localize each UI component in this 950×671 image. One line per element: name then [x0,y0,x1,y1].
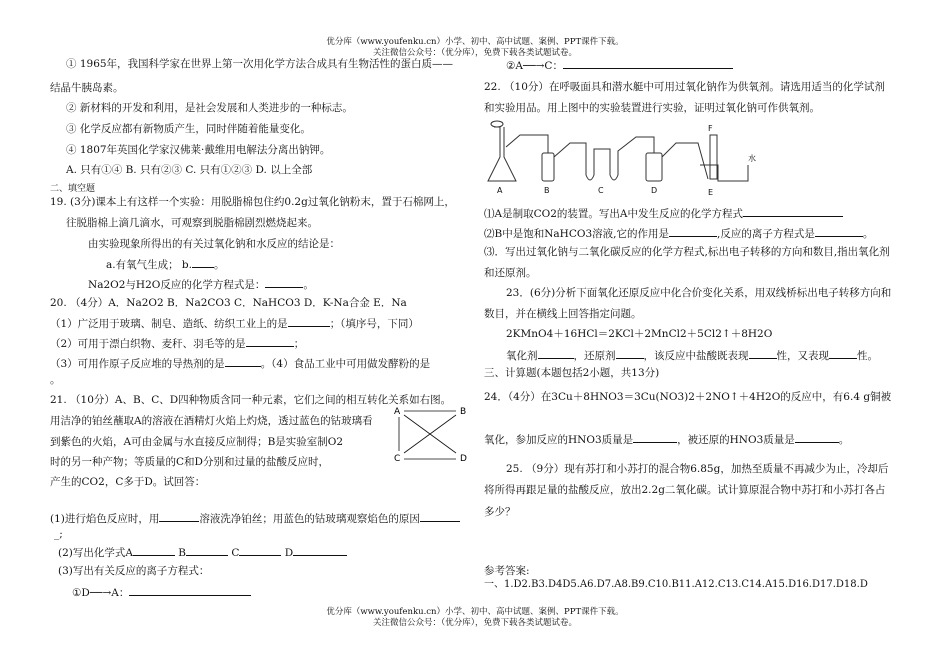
q18-item-3: ③ 化学反应都有新物质产生，同时伴随着能量变化。 [66,123,311,135]
q22-part-1-text: ⑴A是制取CO2的装置。写出A中发生反应的化学方程式 [484,208,743,220]
q19-equation-prompt: Na2O2与H2O反应的化学方程式是： [88,279,266,291]
q20-line-4 [50,355,430,371]
q22-line-1: 22. （10分）在呼吸面具和潜水艇中可用过氧化钠作为供氧剂。请选用适当的化学试剂 [484,81,885,93]
apparatus-label-water: 水 [748,154,756,163]
q20-line-1: 20. （4分）A．Na2O2 B．Na2CO3 C．NaHCO3 D．K-Na合金 E．Na [50,297,407,309]
q21-line-3: 到紫色的火焰，A可由金属与水直接反应制得；B是实验室制O2 [50,436,344,448]
q20-part-2: （2）可用于漂白织物、麦秆、羽毛等的是 [50,338,246,350]
q22-part-3-cont: 和还原剂。 [484,267,537,279]
q25-line-3: 多少？ [484,506,516,518]
diagram-label-c: C [394,454,401,464]
q24-blank-1[interactable] [633,431,677,443]
q23-hcl-role-2: 性，又表现 [776,350,829,362]
q20-blank-1[interactable] [288,315,330,327]
q23-blank-oxidant[interactable] [538,347,574,359]
q23-hcl-role: ，该反应中盐酸既表现 [643,350,749,362]
apparatus-label-b: B [544,186,550,195]
q22-part-2-text: ⑵B中是饱和NaHCO3溶液,它的作用是 [484,228,669,240]
apparatus-label-e: E [708,188,714,197]
diagram-label-d: D [460,454,467,464]
header-line-1: 优分库（www.youfenku.cn）小学、初中、高中试题、案例、PPT课件下载。 [326,37,624,47]
answer-key: 一、1.D2.B3.D4D5.A6.D7.A8.B9.C10.B11.A12.C13.C14.A15.D16.D17.D18.D [484,579,868,590]
q18-item-1: ① 1965年，我国科学家在世界上第一次用化学方法合成具有生物活性的蛋白质—— [66,58,454,70]
q21-sub-3-eq2 [506,57,733,73]
q18-options: A. 只有①④ B. 只有②③ C. 只有①②③ D. 以上全部 [66,164,313,176]
q19-line-2: 往脱脂棉上滴几滴水，可观察到脱脂棉剧烈燃烧起来。 [66,217,318,229]
q24-hno3-total: 氧化，参加反应的HNO3质量是 [484,434,634,446]
q22-part-1 [484,205,843,221]
q21-sub-2: (2)写出化学式A B C D [58,544,347,560]
q23-blank-role-2[interactable] [829,347,857,359]
q23-blank-role-1[interactable] [749,347,777,359]
q23-equation: 2KMnO4＋16HCl＝2KCl＋2MnCl2＋5Cl2↑＋8H2O [506,328,773,340]
apparatus-label-c: C [598,186,604,195]
q18-item-2: ② 新材料的开发和利用，是社会发展和人类进步的一种标志。 [66,102,353,114]
diagram-label-b: B [460,407,467,417]
section-calculation: 三、计算题(本题包括2小题，共13分) [484,367,660,379]
q22-part-2-ion: ,反应的离子方程式是 [716,228,815,240]
section-fill-blank: 二、填空题 [50,184,96,194]
header-line-2: 关注微信公众号：（优分库），免费下载各类试题试卷。 [372,48,577,58]
q19-line-3: 由实验现象所得出的有关过氧化钠和水反应的结论是： [88,238,340,250]
q20-part-3: （3）可用作原子反应堆的导热剂的是 [50,358,225,370]
q21-a-to-c: ②A──→C： [506,60,563,72]
q21-blank-d[interactable] [293,544,347,556]
q21-sub-1-b: 溶液洗净铂丝；用蓝色的钴玻璃观察焰色的原因 [199,513,420,525]
q21-blank-a[interactable] [133,544,175,556]
q23-questions [506,347,878,363]
page-footer [0,607,950,629]
q21-line-5: 产生的CO2，C多于D。试回答： [50,476,206,488]
q23-line-1: 23．(6分)分析下面氧化还原反应中化合价变化关系，用双线桥标出电子转移方向和 [506,287,892,299]
q22-blank-2[interactable] [669,225,717,237]
q19-conclusion: a.有氧气生成； b. [106,259,192,271]
q22-apparatus-diagram [486,117,766,199]
page-header [0,37,950,59]
q21-blank-eq2[interactable] [563,57,733,69]
q24-line-1: 24．（4分）在3Cu＋8HNO3＝3Cu(NO3)2＋2NO↑＋4H2O的反应中，有6.4 g铜被 [484,391,892,403]
q20-line-2 [50,315,419,331]
q23-oxidant: 氧化剂 [506,350,538,362]
q20-blank-2[interactable] [246,335,294,347]
q22-blank-3[interactable] [815,225,863,237]
q19-line-1: 19. (3分)课本上有这样一个实验：用脱脂棉包住约0.2g过氧化钠粉末，置于石棉网上， [50,196,455,208]
q21-blank-solution[interactable] [159,510,199,522]
footer-line-1: 优分库（www.youfenku.cn）小学、初中、高中试题、案例、PPT课件下载。 [326,607,624,617]
q19-line-4: a.有氧气生成； b. 。 [106,256,225,272]
q21-sub-3: (3)写出有关反应的离子方程式： [58,565,210,577]
q21-blank-b[interactable] [186,544,228,556]
q21-line-1: 21. （10分）A、B、C、D四种物质含同一种元素，它们之间的相互转化关系如右图。 [50,394,452,406]
q20-part-1-note: ；（填序号，下同） [329,318,419,330]
q21-d-to-a: ①D──→A： [72,587,130,599]
q23-line-2: 数目，并在横线上回答指定问题。 [484,308,642,320]
abcd-relation-diagram [392,405,472,465]
q23-blank-reductant[interactable] [616,347,644,359]
q18-item-4: ④ 1807年英国化学家汉佛莱·戴维用电解法分离出钠钾。 [66,144,331,156]
q21-sub-3-eq1 [72,584,251,600]
q22-blank-1[interactable] [743,205,843,217]
q23-reductant: ，还原剂 [573,350,616,362]
q20-blank-3[interactable] [225,355,261,367]
q21-line-2: 用洁净的铂丝蘸取A的溶液在酒精灯火焰上灼烧，透过蓝色的钴玻璃看 [50,415,373,427]
apparatus-label-d: D [651,186,658,195]
answer-title: 参考答案: [484,565,530,577]
q18-item-1-cont: 结晶牛胰岛素。 [50,82,124,94]
diagram-label-a: A [394,407,401,417]
q21-line-4: 时的另一种产物；等质量的C和D分别和过量的盐酸反应时， [50,456,329,468]
q21-sub-1-a: (1)进行焰色反应时，用 [50,513,160,525]
q20-part-4: 。（4）食品工业中可用做发酵粉的是 [260,358,431,370]
q22-line-2: 和实验用品。用上图中的实验装置进行实验，证明过氧化钠可作供氧剂。 [484,102,820,114]
q21-blank-c[interactable] [239,544,281,556]
q25-line-2: 将所得再跟足量的盐酸反应，放出2.2g二氧化碳。试计算原混合物中苏打和小苏打各占 [484,484,886,496]
q22-part-3: ⑶．写出过氧化钠与二氧化碳反应的化学方程式,标出电子转移的方向和数目,指出氧化剂 [484,246,890,258]
q21-blank-reason[interactable] [420,510,460,522]
q22-part-2: ⑵B中是饱和NaHCO3溶液,它的作用是 ,反应的离子方程式是 。 [484,225,873,241]
q24-blank-2[interactable] [795,431,839,443]
q21-formula-a: (2)写出化学式A [58,547,133,559]
q20-part-1: （1）广泛用于玻璃、制皂、造纸、纺织工业上的是 [50,318,288,330]
q23-end: 性。 [857,350,878,362]
q24-hno3-reduced: ，被还原的HNO3质量是 [677,434,795,446]
footer-line-2: 关注微信公众号：（优分库），免费下载各类试题试卷。 [372,618,577,628]
q19-line-5: Na2O2与H2O反应的化学方程式是： 。 [88,276,314,292]
q21-blank-eq1[interactable] [129,584,251,596]
q25-line-1: 25. （9分）现有苏打和小苏打的混合物6.85g，加热至质量不再减少为止，冷却后 [506,463,889,475]
q21-sub-1 [50,510,460,526]
q19-blank-eq[interactable] [265,276,303,288]
q19-blank-b[interactable] [192,256,214,268]
apparatus-label-a: A [497,186,503,195]
q24-line-2: 氧化，参加反应的HNO3质量是 ，被还原的HNO3质量是 。 [484,431,849,447]
q20-line-3: （2）可用于漂白织物、麦秆、羽毛等的是 ； [50,335,304,351]
apparatus-label-f: F [708,124,713,133]
